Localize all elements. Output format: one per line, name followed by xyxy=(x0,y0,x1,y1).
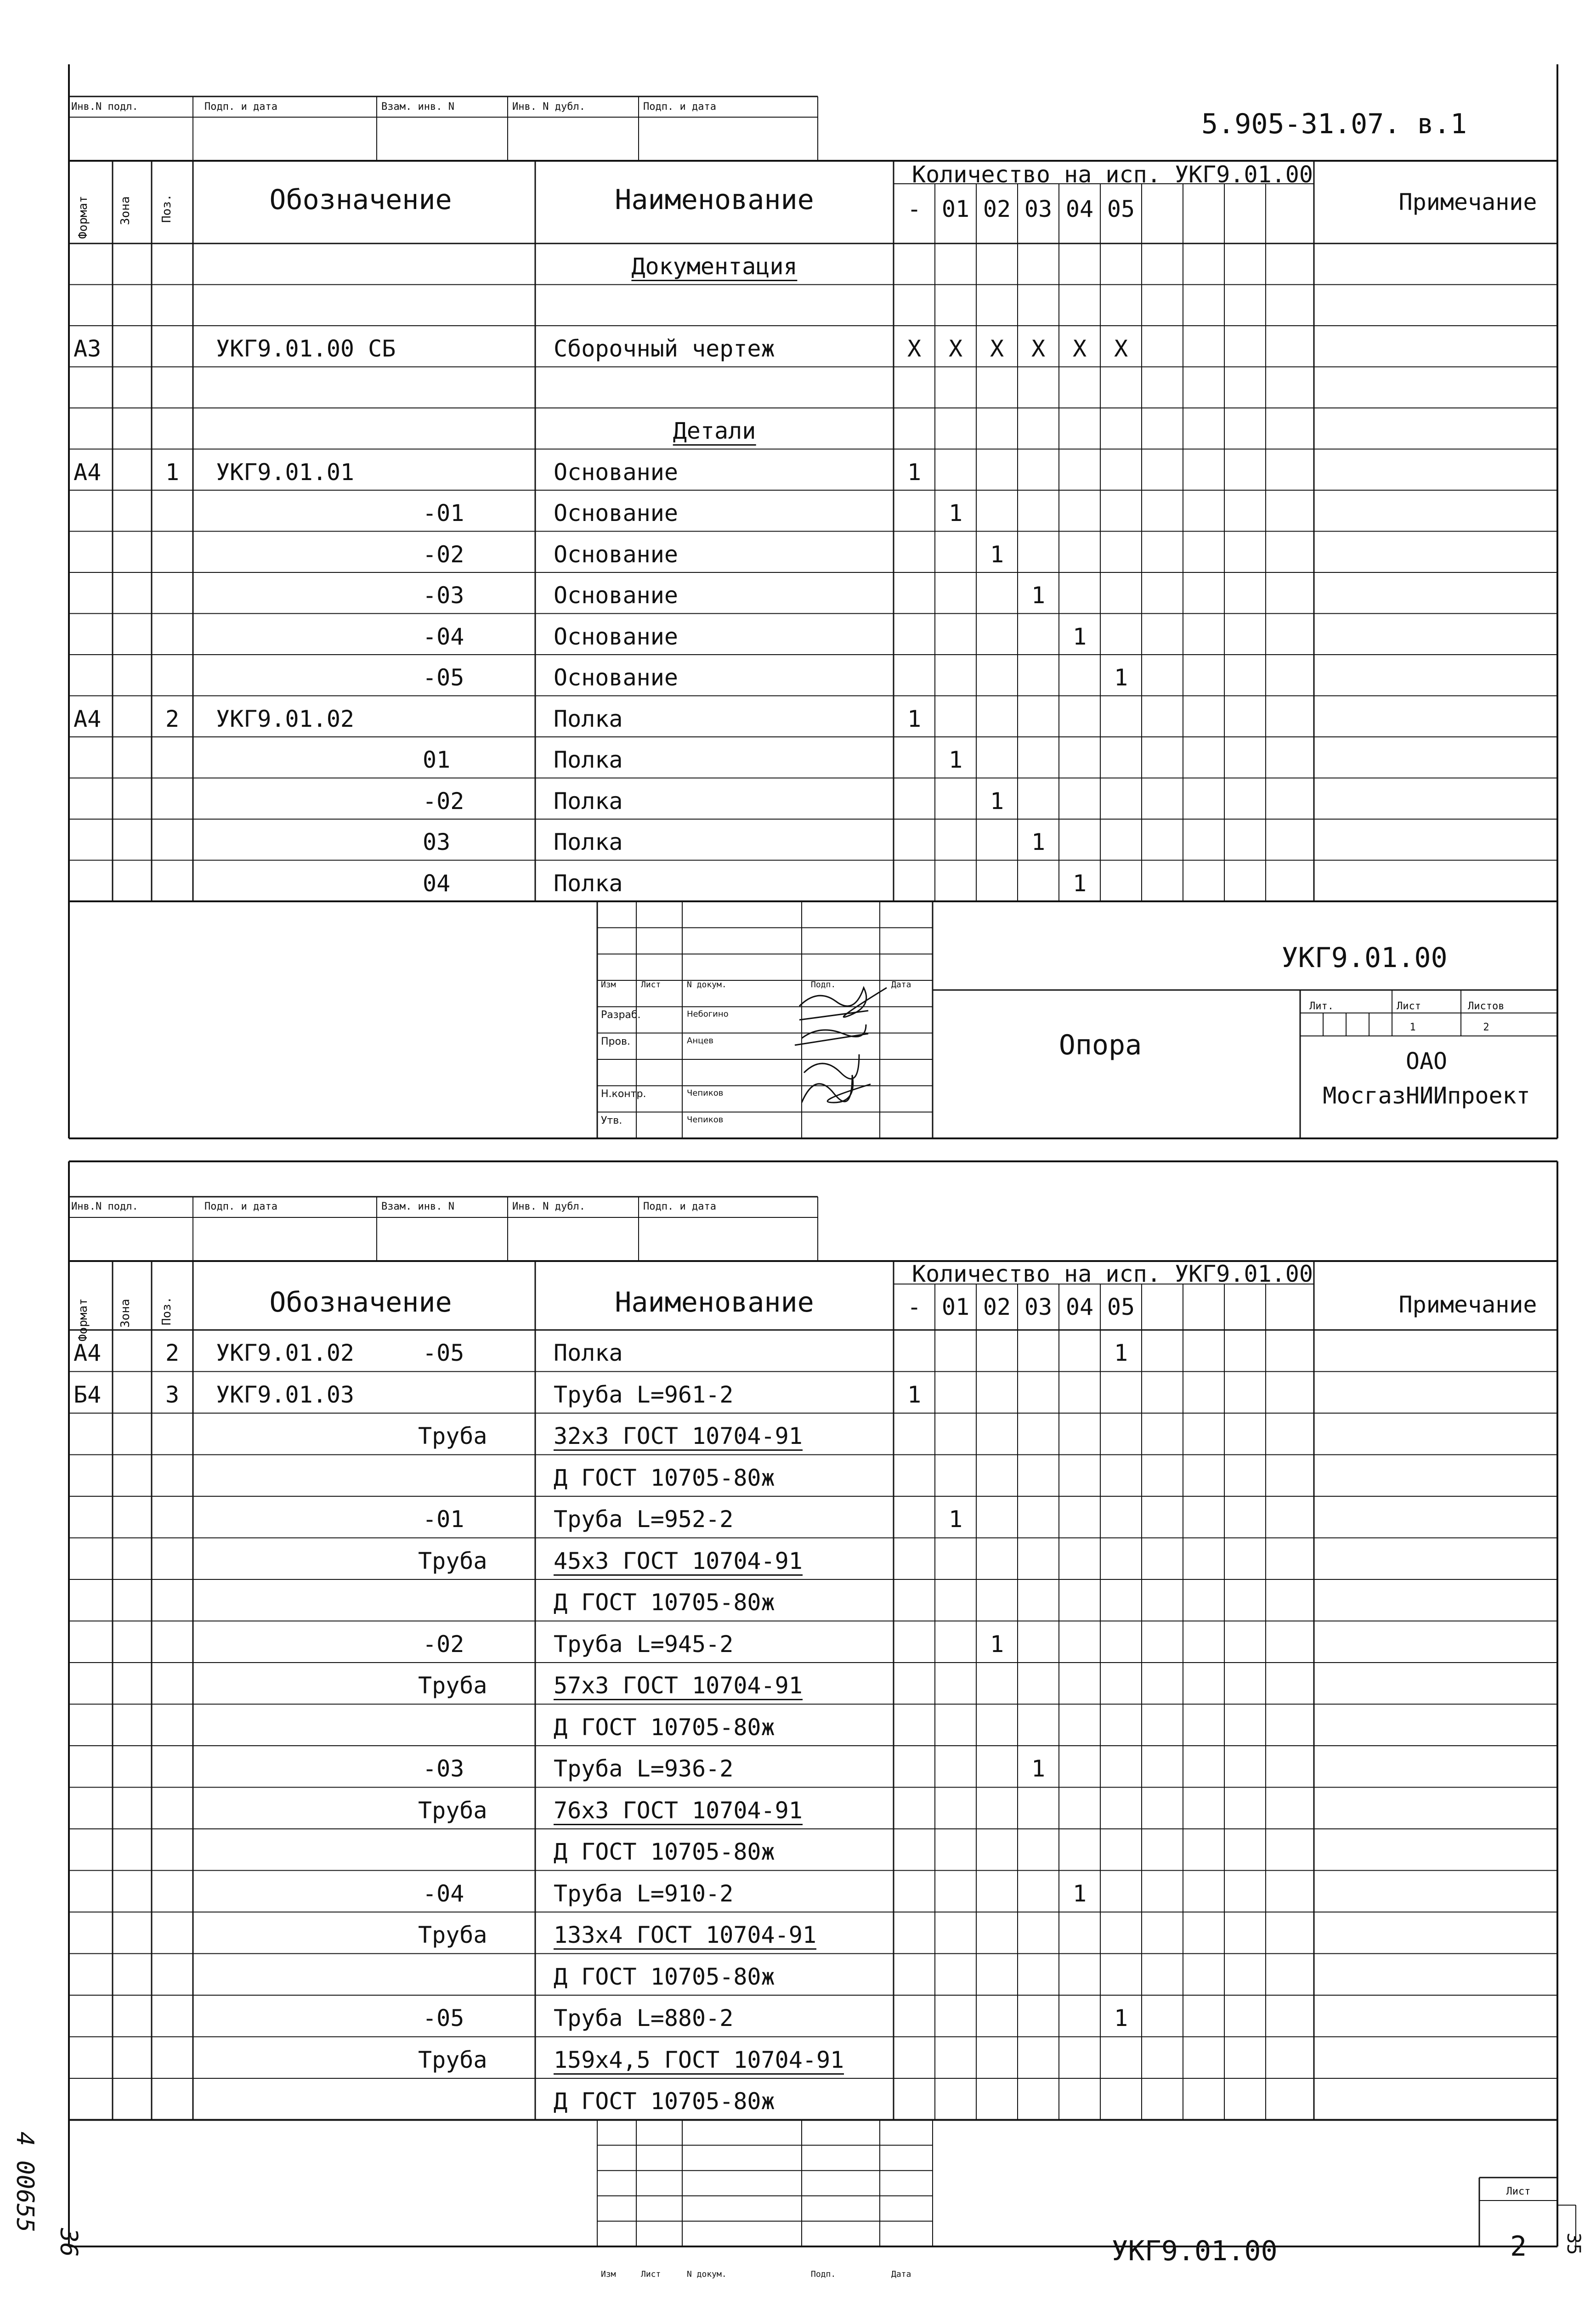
corner-number: 35 xyxy=(1563,2233,1584,2255)
stamp1-col-doc: N докум. xyxy=(687,980,727,990)
row-variant: Труба xyxy=(418,1922,487,1949)
row-qty-3: 1 xyxy=(1031,1755,1046,1782)
row-designation: УКГ9.01.02 xyxy=(216,1340,355,1367)
stamp1-person: Небогино xyxy=(687,1009,729,1019)
s2-col-qty-label: Количество на исп. УКГ9.01.00 xyxy=(912,1261,1313,1287)
row-qty-5: 1 xyxy=(1114,1340,1128,1367)
row-position: 2 xyxy=(165,1340,180,1367)
col-qty-label: Количество на исп. УКГ9.01.00 xyxy=(912,161,1313,188)
stamp1-title: Опора xyxy=(1058,1029,1142,1061)
row-qty-0: 1 xyxy=(907,1381,922,1408)
row-format: Б4 xyxy=(74,1381,102,1408)
row-name: Документация xyxy=(631,255,797,281)
row-qty-5: 1 xyxy=(1114,2005,1128,2032)
row-qty-4: 1 xyxy=(1072,1880,1087,1907)
row-name: 133х4 ГОСТ 10704-91 xyxy=(554,1924,816,1950)
stamp1-role: Разраб. xyxy=(601,1009,641,1021)
row-qty-5: X xyxy=(1114,335,1128,362)
stamp1-role: Утв. xyxy=(601,1115,623,1126)
row-variant: -02 xyxy=(423,787,464,815)
stamp1-sheet-no: 1 xyxy=(1409,1022,1416,1033)
row-name: Основание xyxy=(554,623,678,650)
col-zone-label: Зона xyxy=(119,196,132,225)
s2-col-name-label: Наименование xyxy=(615,1286,814,1318)
stamp1-lit-label: Лит. xyxy=(1309,1001,1334,1012)
stamp2-col-list: Лист xyxy=(641,2269,661,2279)
row-name: Основание xyxy=(554,500,678,527)
row-name: 57х3 ГОСТ 10704-91 xyxy=(554,1674,803,1700)
stamp1-col-list: Лист xyxy=(641,980,661,990)
row-format: А4 xyxy=(74,458,102,486)
row-name: Основание xyxy=(554,541,678,568)
row-qty-3: 1 xyxy=(1031,582,1046,609)
s2-variant-2: 02 xyxy=(983,1294,1011,1320)
row-qty-2: 1 xyxy=(990,787,1004,815)
s2-col-pos-label: Поз. xyxy=(160,1296,174,1325)
s1-variant-1: 01 xyxy=(941,196,970,222)
row-name: Д ГОСТ 10705-80ж xyxy=(554,1464,775,1491)
row-variant: -05 xyxy=(423,2005,464,2032)
row-variant: -01 xyxy=(423,500,464,527)
s1-variant-2: 02 xyxy=(983,196,1011,222)
row-name: Полка xyxy=(554,1340,623,1367)
row-name: Полка xyxy=(554,705,623,732)
row-name: Д ГОСТ 10705-80ж xyxy=(554,1963,775,1990)
row-variant: -01 xyxy=(423,1506,464,1533)
stamp2-sheet-no: 2 xyxy=(1510,2230,1527,2263)
row-name: Труба L=952-2 xyxy=(554,1506,734,1533)
row-qty-0: 1 xyxy=(907,705,922,732)
s2-variant-1: 01 xyxy=(941,1294,970,1320)
row-name: Полка xyxy=(554,787,623,815)
row-name: Основание xyxy=(554,664,678,691)
row-variant: -03 xyxy=(423,1755,464,1782)
row-name: 76х3 ГОСТ 10704-91 xyxy=(554,1799,803,1825)
row-qty-4: 1 xyxy=(1072,870,1087,897)
row-name: Д ГОСТ 10705-80ж xyxy=(554,2088,775,2115)
row-name: Основание xyxy=(554,582,678,609)
row-variant: 01 xyxy=(423,747,451,774)
col-designation-label: Обозначение xyxy=(269,184,452,216)
row-position: 3 xyxy=(165,1381,180,1408)
strip-sign-date: Подп. и дата xyxy=(204,101,277,113)
row-qty-1: X xyxy=(948,335,963,362)
s2-col-designation-label: Обозначение xyxy=(269,1286,452,1318)
col-pos-label: Поз. xyxy=(160,194,174,223)
row-qty-3: 1 xyxy=(1031,829,1046,856)
row-name: 45х3 ГОСТ 10704-91 xyxy=(554,1550,803,1576)
row-qty-1: 1 xyxy=(948,500,963,527)
margin-handwriting: 4 00655 xyxy=(11,2132,39,2233)
s2-variant-3: 03 xyxy=(1024,1294,1053,1320)
row-variant: 04 xyxy=(423,870,451,897)
s1-variant-3: 03 xyxy=(1024,196,1053,222)
row-designation: УКГ9.01.02 xyxy=(216,705,355,732)
stamp2-col-doc: N докум. xyxy=(687,2269,727,2279)
row-designation: УКГ9.01.00 СБ xyxy=(216,335,396,362)
row-name: Д ГОСТ 10705-80ж xyxy=(554,1839,775,1866)
row-variant: -05 xyxy=(423,1340,464,1367)
row-name: Д ГОСТ 10705-80ж xyxy=(554,1714,775,1741)
col-note-label: Примечание xyxy=(1398,189,1537,215)
row-variant: Труба xyxy=(418,1547,487,1574)
s1-variant-4: 04 xyxy=(1065,196,1094,222)
row-designation: УКГ9.01.03 xyxy=(216,1381,355,1408)
strip-sign-date-2: Подп. и дата xyxy=(643,101,716,113)
stamp1-role: Пров. xyxy=(601,1035,630,1047)
row-name: Труба L=880-2 xyxy=(554,2005,734,2032)
s2-variant-0: - xyxy=(907,1294,922,1320)
row-qty-0: 1 xyxy=(907,458,922,486)
stamp1-person: Чепиков xyxy=(687,1088,724,1098)
row-variant: Труба xyxy=(418,1672,487,1699)
strip-inv-orig: Инв.N подл. xyxy=(71,101,138,113)
col-name-label: Наименование xyxy=(615,184,814,216)
row-format: А3 xyxy=(74,335,102,362)
stamp2-col-date: Дата xyxy=(891,2269,911,2279)
row-designation: УКГ9.01.01 xyxy=(216,458,355,486)
row-variant: Труба xyxy=(418,1797,487,1824)
stamp1-sheet-label: Лист xyxy=(1397,1001,1421,1012)
row-qty-4: 1 xyxy=(1072,623,1087,650)
strip-replace-inv: Взам. инв. N xyxy=(381,101,454,113)
row-name: Детали xyxy=(673,419,756,446)
strip2-replace-inv: Взам. инв. N xyxy=(381,1201,454,1212)
s2-variant-5: 05 xyxy=(1107,1294,1135,1320)
s2-col-note-label: Примечание xyxy=(1398,1291,1537,1318)
row-name: Труба L=936-2 xyxy=(554,1755,734,1782)
strip2-sign-date: Подп. и дата xyxy=(204,1201,277,1212)
row-position: 1 xyxy=(165,458,180,486)
s2-col-zone-label: Зона xyxy=(119,1299,132,1328)
row-format: А4 xyxy=(74,705,102,732)
s2-variant-4: 04 xyxy=(1065,1294,1094,1320)
row-variant: Труба xyxy=(418,1423,487,1450)
row-name: 159х4,5 ГОСТ 10704-91 xyxy=(554,2048,844,2075)
row-qty-4: X xyxy=(1072,335,1087,362)
row-name: Труба L=945-2 xyxy=(554,1630,734,1658)
row-name: Сборочный чертеж xyxy=(554,335,775,362)
stamp1-person: Чепиков xyxy=(687,1115,724,1125)
row-qty-2: 1 xyxy=(990,1630,1004,1658)
signature-developer xyxy=(799,988,887,1020)
stamp2-sheet-label: Лист xyxy=(1506,2186,1531,2197)
row-format: А4 xyxy=(74,1340,102,1367)
row-qty-2: 1 xyxy=(990,541,1004,568)
row-name: Полка xyxy=(554,829,623,856)
stamp1-person: Анцев xyxy=(687,1035,714,1046)
strip2-inv-orig: Инв.N подл. xyxy=(71,1201,138,1212)
row-qty-1: 1 xyxy=(948,747,963,774)
strip2-inv-dup: Инв. N дубл. xyxy=(512,1201,585,1212)
stamp1-org-1: ОАО xyxy=(1405,1048,1448,1075)
row-qty-1: 1 xyxy=(948,1506,963,1533)
signature-checker xyxy=(795,1024,868,1045)
row-qty-2: X xyxy=(990,335,1004,362)
row-name: Основание xyxy=(554,458,678,486)
stamp1-org-2: МосгазНИИпроект xyxy=(1323,1082,1530,1109)
stamp1-sheets-label: Листов xyxy=(1468,1001,1505,1012)
row-name: Полка xyxy=(554,870,623,897)
margin-number: 36 xyxy=(55,2228,82,2257)
row-name: Полка xyxy=(554,747,623,774)
stamp1-col-date: Дата xyxy=(891,980,911,990)
row-position: 2 xyxy=(165,705,180,732)
row-qty-5: 1 xyxy=(1114,664,1128,691)
row-qty-0: X xyxy=(907,335,922,362)
col-format-label: Формат xyxy=(76,196,90,239)
document-code: 5.905-31.07. в.1 xyxy=(1201,108,1467,140)
row-name: Труба L=910-2 xyxy=(554,1880,734,1907)
row-variant: Труба xyxy=(418,2046,487,2073)
row-variant: -04 xyxy=(423,623,464,650)
s1-variant-5: 05 xyxy=(1107,196,1135,222)
row-variant: 03 xyxy=(423,829,451,856)
row-qty-3: X xyxy=(1031,335,1046,362)
row-name: 32х3 ГОСТ 10704-91 xyxy=(554,1425,803,1451)
row-variant: -02 xyxy=(423,541,464,568)
s1-variant-0: - xyxy=(907,196,922,222)
stamp2-code: УКГ9.01.00 xyxy=(1111,2235,1278,2267)
strip-inv-dup: Инв. N дубл. xyxy=(512,101,585,113)
row-name: Труба L=961-2 xyxy=(554,1381,734,1408)
strip2-sign-date-2: Подп. и дата xyxy=(643,1201,716,1212)
stamp2-col-sign: Подп. xyxy=(811,2269,836,2279)
stamp2-col-izm: Изм xyxy=(601,2269,616,2279)
stamp1-code: УКГ9.01.00 xyxy=(1281,942,1448,974)
row-variant: -03 xyxy=(423,582,464,609)
stamp1-col-izm: Изм xyxy=(601,980,616,990)
s2-col-format-label: Формат xyxy=(76,1298,90,1341)
row-name: Д ГОСТ 10705-80ж xyxy=(554,1589,775,1616)
row-variant: -02 xyxy=(423,1630,464,1658)
row-variant: -05 xyxy=(423,664,464,691)
stamp1-role: Н.контр. xyxy=(601,1088,646,1100)
row-variant: -04 xyxy=(423,1880,464,1907)
signature-approver xyxy=(802,1054,871,1103)
stamp1-sheets-total: 2 xyxy=(1483,1022,1489,1033)
stamp1-col-sign: Подп. xyxy=(811,980,836,990)
